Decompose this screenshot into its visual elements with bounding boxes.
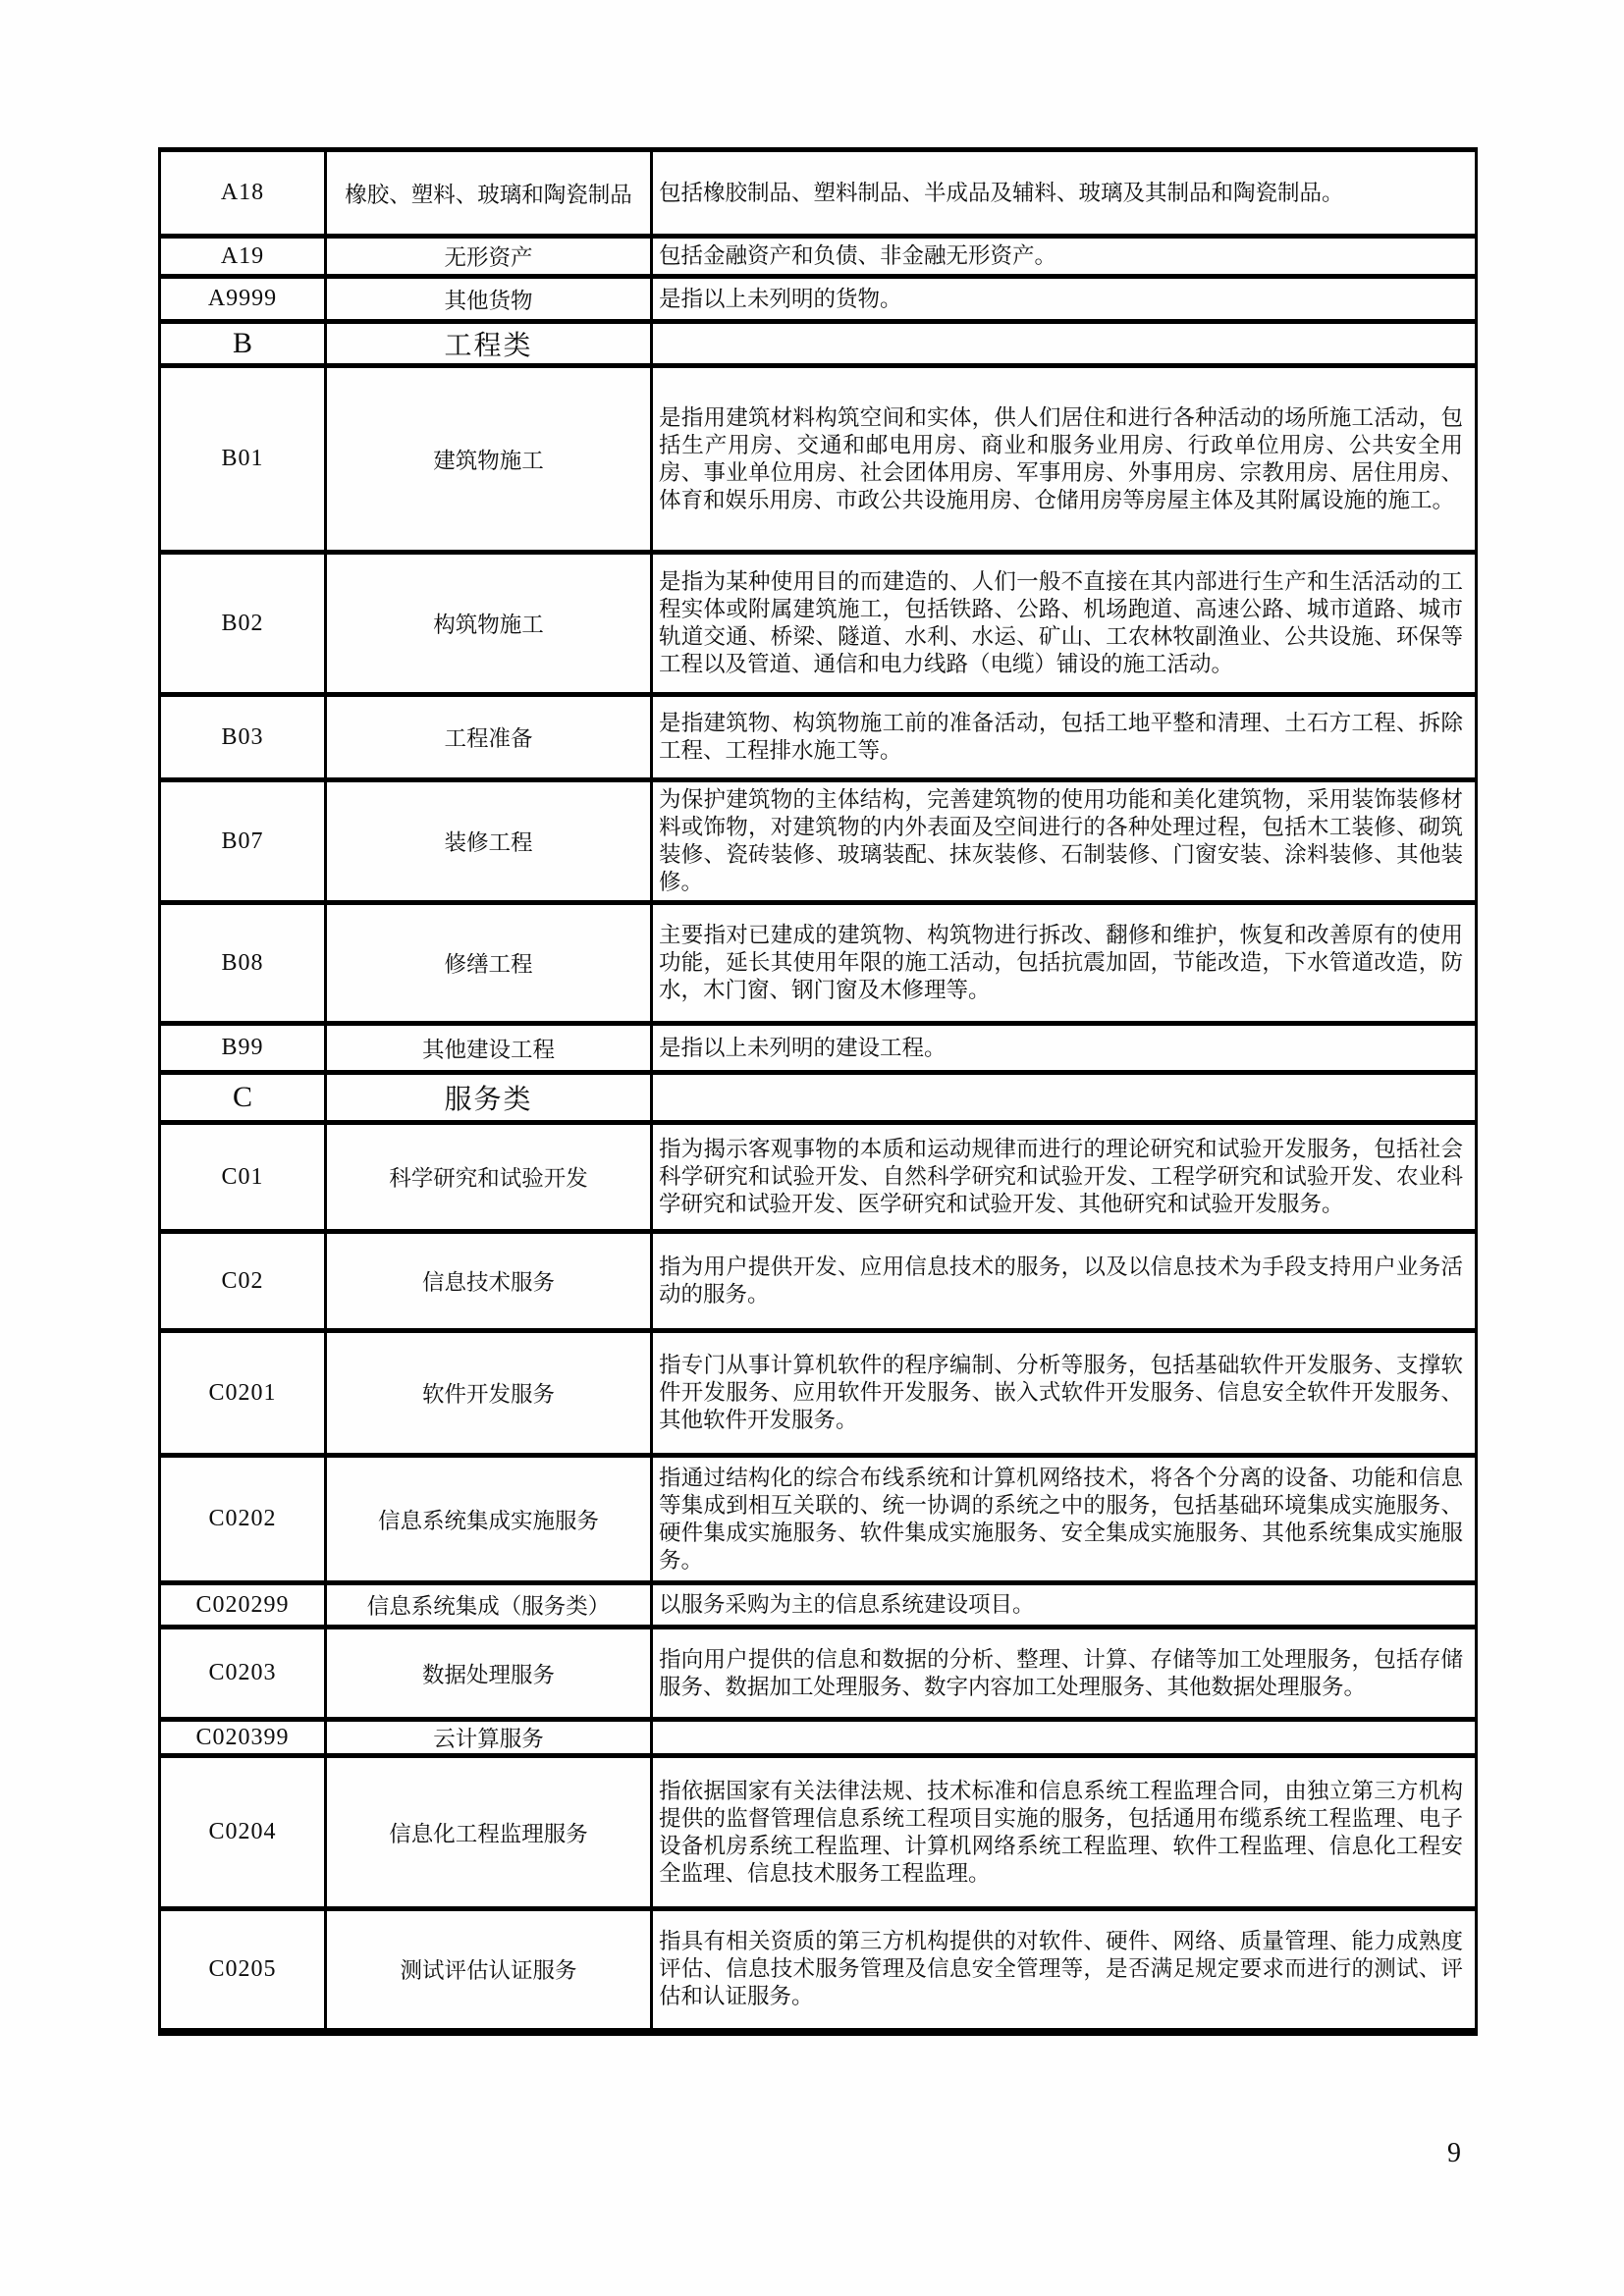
code-cell: C020299 <box>160 1583 326 1628</box>
table-row <box>160 780 1477 903</box>
desc-cell: 是指以上未列明的货物。 <box>652 277 1477 322</box>
table-row <box>160 1583 1477 1628</box>
table-row <box>160 903 1477 1024</box>
name-cell: 工程准备 <box>326 695 652 780</box>
desc-cell: 指为揭示客观事物的本质和运动规律而进行的理论研究和试验开发服务，包括社会科学研究和试验开发、自然科学研究和试验开发、工程学研究和试验开发、农业科学研究和试验开发、医学研究和试验开发、其他研究和试验开发服务。 <box>652 1123 1477 1232</box>
desc-cell: 是指用建筑材料构筑空间和实体，供人们居住和进行各种活动的场所施工活动，包括生产用房、交通和邮电用房、商业和服务业用房、行政单位用房、公共安全用房、事业单位用房、社会团体用房、军事用房、外事用房、宗教用房、居住用房、体育和娱乐用房、市政公共设施用房、仓储用房等房屋主体及其附属设施的施工。 <box>652 366 1477 553</box>
desc-cell: 指专门从事计算机软件的程序编制、分析等服务，包括基础软件开发服务、支撑软件开发服务、应用软件开发服务、嵌入式软件开发服务、信息安全软件开发服务、其他软件开发服务。 <box>652 1331 1477 1456</box>
name-cell: 信息系统集成实施服务 <box>326 1456 652 1583</box>
desc-cell: 指为用户提供开发、应用信息技术的服务，以及以信息技术为手段支持用户业务活动的服务。 <box>652 1232 1477 1331</box>
code-cell: C020399 <box>160 1720 326 1756</box>
table-body <box>160 150 1477 2032</box>
name-cell: 科学研究和试验开发 <box>326 1123 652 1232</box>
name-cell: 建筑物施工 <box>326 366 652 553</box>
code-cell: B <box>160 322 326 366</box>
code-cell: C0201 <box>160 1331 326 1456</box>
code-cell: C0203 <box>160 1628 326 1720</box>
desc-cell: 指向用户提供的信息和数据的分析、整理、计算、存储等加工处理服务，包括存储服务、数据加工处理服务、数字内容加工处理服务、其他数据处理服务。 <box>652 1628 1477 1720</box>
code-cell: C01 <box>160 1123 326 1232</box>
code-cell: B01 <box>160 366 326 553</box>
name-cell: 工程类 <box>326 322 652 366</box>
code-cell: B99 <box>160 1024 326 1073</box>
desc-cell: 指通过结构化的综合布线系统和计算机网络技术，将各个分离的设备、功能和信息等集成到相互关联的、统一协调的系统之中的服务，包括基础环境集成实施服务、硬件集成实施服务、软件集成实施服务、安全集成实施服务、其他系统集成实施服务。 <box>652 1456 1477 1583</box>
name-cell: 云计算服务 <box>326 1720 652 1756</box>
table-row <box>160 1123 1477 1232</box>
desc-cell: 主要指对已建成的建筑物、构筑物进行拆改、翻修和维护，恢复和改善原有的使用功能，延长其使用年限的施工活动，包括抗震加固，节能改造，下水管道改造，防水，木门窗、钢门窗及木修理等。 <box>652 903 1477 1024</box>
table-row <box>160 553 1477 695</box>
desc-cell: 是指为某种使用目的而建造的、人们一般不直接在其内部进行生产和生活活动的工程实体或附属建筑施工，包括铁路、公路、机场跑道、高速公路、城市道路、城市轨道交通、桥梁、隧道、水利、水运、矿山、工农林牧副渔业、公共设施、环保等工程以及管道、通信和电力线路（电缆）铺设的施工活动。 <box>652 553 1477 695</box>
table-row <box>160 695 1477 780</box>
page-number: 9 <box>1447 2138 1461 2168</box>
desc-cell: 为保护建筑物的主体结构，完善建筑物的使用功能和美化建筑物，采用装饰装修材料或饰物，对建筑物的内外表面及空间进行的各种处理过程，包括木工装修、砌筑装修、瓷砖装修、玻璃装配、抹灰装修、石制装修、门窗安装、涂料装修、其他装修。 <box>652 780 1477 903</box>
name-cell: 信息技术服务 <box>326 1232 652 1331</box>
name-cell: 数据处理服务 <box>326 1628 652 1720</box>
desc-cell <box>652 322 1477 366</box>
table-row <box>160 277 1477 322</box>
code-cell: A18 <box>160 150 326 237</box>
table-row <box>160 322 1477 366</box>
table-row <box>160 1331 1477 1456</box>
code-cell: C0202 <box>160 1456 326 1583</box>
name-cell: 信息系统集成（服务类） <box>326 1583 652 1628</box>
desc-cell: 包括橡胶制品、塑料制品、半成品及辅料、玻璃及其制品和陶瓷制品。 <box>652 150 1477 237</box>
name-cell: 其他建设工程 <box>326 1024 652 1073</box>
table-row <box>160 1456 1477 1583</box>
table-row <box>160 366 1477 553</box>
desc-cell: 指具有相关资质的第三方机构提供的对软件、硬件、网络、质量管理、能力成熟度评估、信息技术服务管理及信息安全管理等，是否满足规定要求而进行的测试、评估和认证服务。 <box>652 1909 1477 2032</box>
table-row <box>160 1756 1477 1909</box>
name-cell: 服务类 <box>326 1073 652 1123</box>
table-row <box>160 1232 1477 1331</box>
table-row <box>160 1073 1477 1123</box>
table-row <box>160 1024 1477 1073</box>
table-row <box>160 1909 1477 2032</box>
desc-cell: 指依据国家有关法律法规、技术标准和信息系统工程监理合同，由独立第三方机构提供的监督管理信息系统工程项目实施的服务，包括通用布缆系统工程监理、电子设备机房系统工程监理、计算机网络系统工程监理、软件工程监理、信息化工程安全监理、信息技术服务工程监理。 <box>652 1756 1477 1909</box>
code-cell: A19 <box>160 237 326 277</box>
desc-cell: 是指建筑物、构筑物施工前的准备活动，包括工地平整和清理、土石方工程、拆除工程、工程排水施工等。 <box>652 695 1477 780</box>
table-row <box>160 237 1477 277</box>
table-row <box>160 1628 1477 1720</box>
code-cell: C0204 <box>160 1756 326 1909</box>
code-cell: B08 <box>160 903 326 1024</box>
desc-cell: 是指以上未列明的建设工程。 <box>652 1024 1477 1073</box>
code-cell: B02 <box>160 553 326 695</box>
name-cell: 装修工程 <box>326 780 652 903</box>
classification-table <box>158 147 1478 2036</box>
name-cell: 修缮工程 <box>326 903 652 1024</box>
code-cell: C02 <box>160 1232 326 1331</box>
code-cell: B03 <box>160 695 326 780</box>
desc-cell <box>652 1073 1477 1123</box>
desc-cell: 以服务采购为主的信息系统建设项目。 <box>652 1583 1477 1628</box>
table-row <box>160 1720 1477 1756</box>
name-cell: 无形资产 <box>326 237 652 277</box>
code-cell: B07 <box>160 780 326 903</box>
desc-cell <box>652 1720 1477 1756</box>
table-row <box>160 150 1477 237</box>
name-cell: 构筑物施工 <box>326 553 652 695</box>
name-cell: 其他货物 <box>326 277 652 322</box>
name-cell: 橡胶、塑料、玻璃和陶瓷制品 <box>326 150 652 237</box>
name-cell: 信息化工程监理服务 <box>326 1756 652 1909</box>
name-cell: 测试评估认证服务 <box>326 1909 652 2032</box>
code-cell: C <box>160 1073 326 1123</box>
code-cell: C0205 <box>160 1909 326 2032</box>
desc-cell: 包括金融资产和负债、非金融无形资产。 <box>652 237 1477 277</box>
code-cell: A9999 <box>160 277 326 322</box>
name-cell: 软件开发服务 <box>326 1331 652 1456</box>
